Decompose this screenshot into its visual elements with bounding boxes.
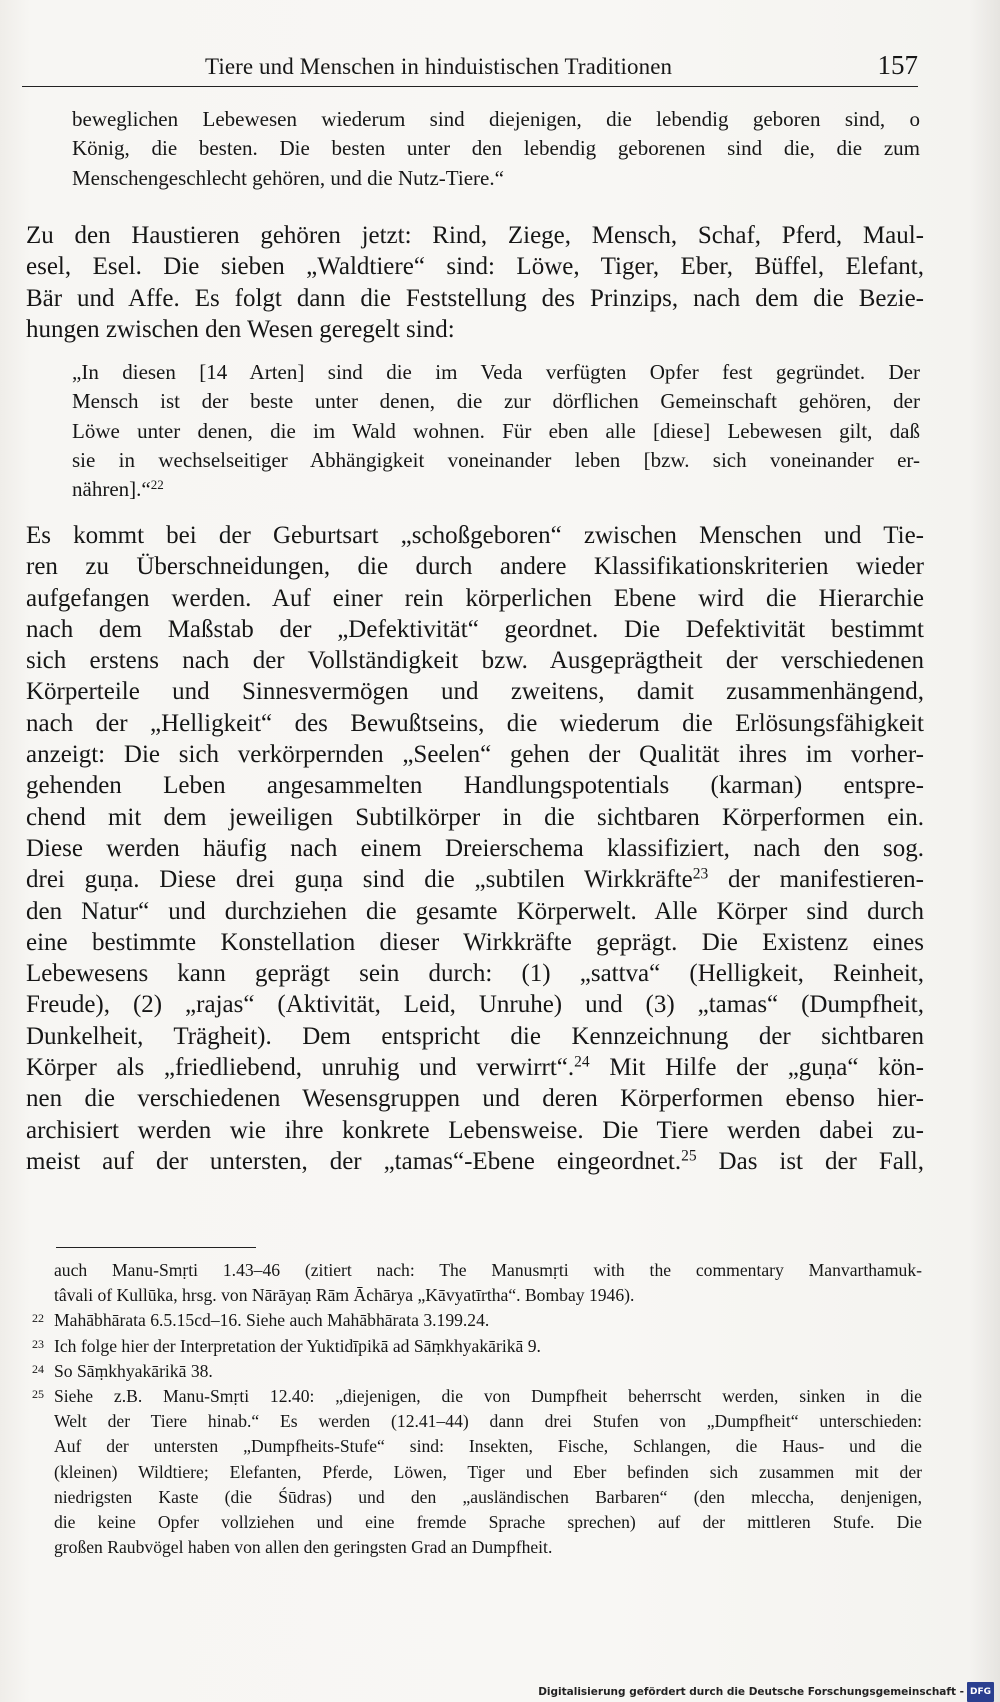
text-line: Löwe unter denen, die im Wald wohnen. Für eben alle [diese] Lebewesen gilt, daß bbox=[72, 418, 920, 443]
footnote-line: niedrigsten Kaste (die Śūdras) und den „ausländischen Barbaren“ (den mleccha, denjenigen, bbox=[54, 1486, 922, 1507]
footnote-continuation bbox=[32, 1258, 922, 1308]
footnote-line: Siehe z.B. Manu-Smṛti 12.40: „diejenigen, die von Dumpfheit beherrscht werden, sinken in die bbox=[54, 1386, 922, 1407]
text-line: Zu den Haustieren gehören jetzt: Rind, Ziege, Mensch, Schaf, Pferd, Maul- bbox=[26, 222, 924, 249]
text-line: Menschengeschlecht gehören, und die Nutz-Tiere.“ bbox=[72, 165, 504, 190]
footnote-23 bbox=[32, 1334, 922, 1359]
text-line: Körperteile und Sinnesvermögen und zweitens, damit zusammenhängend, bbox=[26, 678, 924, 706]
text-line: Lebewesens kann geprägt sein durch: (1) „sattva“ (Helligkeit, Reinheit, bbox=[26, 960, 924, 988]
text-line: aufgefangen werden. Auf einer rein körperlichen Ebene wird die Hierarchie bbox=[26, 584, 924, 612]
running-title: Tiere und Menschen in hinduistischen Traditionen bbox=[205, 54, 673, 79]
text-segment: der manifestieren- bbox=[708, 866, 924, 894]
text-line: hungen zwischen den Wesen geregelt sind: bbox=[26, 315, 455, 343]
text-segment: Körper als „friedliebend, unruhig und verwirrt“. bbox=[26, 1054, 575, 1082]
text-line: chend mit dem jeweiligen Subtilkörper in die sichtbaren Körperformen ein. bbox=[26, 803, 924, 831]
text-line: den Natur“ und durchziehen die gesamte Körperwelt. Alle Körper sind durch bbox=[26, 897, 924, 925]
text-segment: Mit Hilfe der „guṇa“ kön- bbox=[589, 1054, 924, 1082]
text-segment: drei guṇa. Diese drei guṇa sind die „subtilen Wirkkräfte bbox=[26, 866, 693, 894]
text-line: esel, Esel. Die sieben „Waldtiere“ sind: Löwe, Tiger, Eber, Büffel, Elefant, bbox=[26, 253, 924, 281]
digitization-notice bbox=[538, 1682, 994, 1700]
text-line: Bär und Affe. Es folgt dann die Feststellung des Prinzips, nach dem die Bezie- bbox=[26, 284, 924, 312]
footnote-number: 22 bbox=[32, 1311, 44, 1326]
text-line: nach dem Maßstab der „Defektivität“ geordnet. Die Defektivität bestimmt bbox=[26, 615, 924, 643]
running-header bbox=[22, 50, 918, 87]
text-line bbox=[72, 475, 920, 504]
text-line: Dunkelheit, Trägheit). Dem entspricht die Kennzeichnung der sichtbaren bbox=[26, 1022, 924, 1050]
quote-end-text: nähren].“ bbox=[72, 477, 151, 502]
text-line: Freude), (2) „rajas“ (Aktivität, Leid, Unruhe) und (3) „tamas“ (Dumpfheit, bbox=[26, 991, 924, 1019]
text-line: Es kommt bei der Geburtsart „schoßgeboren“ zwischen Menschen und Tie- bbox=[26, 522, 924, 549]
text-line: gehenden Leben angesammelten Handlungspotentials (karman) entspre- bbox=[26, 772, 924, 800]
digitization-text: Digitalisierung gefördert durch die Deutsche Forschungsgemeinschaft - bbox=[538, 1686, 964, 1698]
text-line: beweglichen Lebewesen wiederum sind diejenigen, die lebendig geboren sind, o bbox=[72, 107, 920, 131]
text-line: sich erstens nach der Vollständigkeit bzw. Ausgeprägtheit der verschiedenen bbox=[26, 647, 924, 675]
text-line: archisiert werden wie ihre konkrete Lebensweise. Die Tiere werden dabei zu- bbox=[26, 1116, 924, 1144]
footnote-line: Mahābhārata 6.5.15cd–16. Siehe auch Mahābhārata 3.199.24. bbox=[54, 1310, 490, 1331]
footnote-25 bbox=[32, 1384, 922, 1560]
paragraph-2 bbox=[26, 520, 924, 1177]
footnotes bbox=[32, 1258, 922, 1560]
footnote-number: 23 bbox=[32, 1336, 44, 1351]
text-segment: Das ist der Fall, bbox=[696, 1147, 924, 1175]
text-line: Mensch ist der beste unter denen, die zur dörflichen Gemeinschaft gehören, der bbox=[72, 389, 920, 414]
footnote-number: 25 bbox=[32, 1387, 44, 1402]
text-line: „In diesen [14 Arten] sind die im Veda verfügten Opfer fest gegründet. Der bbox=[72, 360, 920, 384]
footnote-line: Welt der Tiere hinab.“ Es werden (12.41–44) dann drei Stufen von „Dumpfheit“ unterschieden: bbox=[54, 1411, 922, 1432]
footnote-line: auch Manu-Smṛti 1.43–46 (zitiert nach: The Manusmṛti with the commentary Manvarthamuk- bbox=[54, 1260, 922, 1280]
dfg-logo-icon: DFG bbox=[967, 1682, 994, 1702]
footnote-line: tâvali of Kullūka, hrsg. von Nārāyaṇ Rām Āchārya „Kāvyatīrtha“. Bombay 1946). bbox=[54, 1285, 635, 1306]
footnote-ref-25[interactable]: 25 bbox=[681, 1147, 697, 1165]
paragraph-1 bbox=[26, 220, 924, 345]
footnote-divider bbox=[56, 1247, 256, 1248]
footnote-line: Auf der untersten „Dumpfheits-Stufe“ sind: Insekten, Fische, Schlangen, die Haus- und die bbox=[54, 1436, 922, 1457]
footnote-24 bbox=[32, 1359, 922, 1384]
text-line bbox=[26, 1146, 924, 1177]
text-line: nach der „Helligkeit“ des Bewußtseins, die wiederum die Erlösungsfähigkeit bbox=[26, 709, 924, 737]
footnote-ref-22[interactable]: 22 bbox=[150, 477, 164, 493]
footnote-number: 24 bbox=[32, 1361, 44, 1376]
block-quote-2 bbox=[72, 358, 920, 504]
footnote-22 bbox=[32, 1308, 922, 1333]
text-line: sie in wechselseitiger Abhängigkeit voneinander leben [bzw. sich voneinander er- bbox=[72, 447, 920, 472]
text-line: Diese werden häufig nach einem Dreierschema klassifiziert, nach den sog. bbox=[26, 834, 924, 862]
footnote-ref-23[interactable]: 23 bbox=[692, 865, 709, 883]
footnote-line: die keine Opfer vollziehen und eine fremde Sprache sprechen) auf der mittleren Stufe. Die bbox=[54, 1512, 922, 1533]
block-quote-1 bbox=[72, 105, 920, 193]
page-number: 157 bbox=[877, 50, 918, 80]
text-line: ren zu Überschneidungen, die durch andere Klassifikationskriterien wieder bbox=[26, 553, 924, 581]
text-line bbox=[26, 864, 924, 895]
footnote-line: Ich folge hier der Interpretation der Yuktidīpikā ad Sāṃkhyakārikā 9. bbox=[54, 1335, 541, 1356]
text-segment: meist auf der untersten, der „tamas“-Ebene eingeordnet. bbox=[26, 1147, 682, 1175]
text-line bbox=[26, 1052, 924, 1083]
text-line: anzeigt: Die sich verkörpernden „Seelen“ gehen der Qualität ihres im vorher- bbox=[26, 741, 924, 769]
footnote-line: (kleinen) Wildtiere; Elefanten, Pferde, Löwen, Tiger und Eber befinden sich zusammen mit der bbox=[54, 1461, 922, 1482]
text-line: König, die besten. Die besten unter den lebendig geborenen sind die, die zum bbox=[72, 136, 920, 161]
footnote-ref-24[interactable]: 24 bbox=[574, 1053, 590, 1071]
text-line: nen die verschiedenen Wesensgruppen und deren Körperformen ebenso hier- bbox=[26, 1085, 924, 1113]
text-line: eine bestimmte Konstellation dieser Wirkkräfte geprägt. Die Existenz eines bbox=[26, 928, 924, 956]
footnote-line: großen Raubvögel haben von allen den geringsten Grad an Dumpfheit. bbox=[54, 1537, 553, 1558]
footnote-line: So Sāṃkhyakārikā 38. bbox=[54, 1360, 213, 1381]
